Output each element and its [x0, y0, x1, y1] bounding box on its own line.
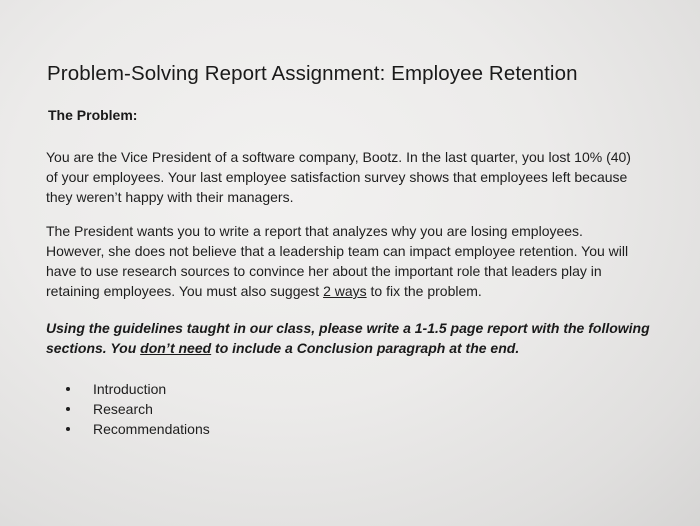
list-item-label: Research	[93, 401, 153, 417]
list-item-label: Introduction	[93, 381, 167, 397]
list-item	[60, 399, 210, 419]
paragraph-line	[46, 281, 671, 301]
paragraph-line: The President wants you to write a report that analyzes why you are losing employees.	[46, 223, 583, 239]
president-paragraph	[46, 221, 671, 301]
guidelines-paragraph	[46, 318, 671, 358]
bullet-icon	[66, 387, 70, 391]
paragraph-line: Using the guidelines taught in our class, please write a 1-1.5 page report with the following	[46, 320, 650, 336]
paragraph-line: they weren’t happy with their managers.	[46, 189, 294, 205]
paragraph-line: of your employees. Your last employee satisfaction survey shows that employees left because	[46, 169, 628, 185]
sections-list	[60, 379, 210, 439]
bullet-icon	[66, 407, 70, 411]
problem-heading: The Problem:	[48, 107, 138, 123]
list-item	[60, 379, 210, 399]
list-item-label: Recommendations	[93, 421, 210, 437]
line-text: retaining employees. You must also suggest	[46, 283, 324, 299]
line-text: sections. You	[46, 340, 141, 356]
paragraph-line	[46, 338, 671, 358]
list-item	[60, 419, 210, 439]
paragraph-line: have to use research sources to convince her about the important role that leaders play in	[46, 263, 602, 279]
paragraph-line: You are the Vice President of a software company, Bootz. In the last quarter, you lost 10% (40)	[46, 149, 631, 165]
line-text: to fix the problem.	[366, 283, 482, 299]
document-title: Problem-Solving Report Assignment: Employee Retention	[47, 62, 578, 85]
problem-paragraph	[46, 147, 671, 207]
underlined-text: 2 ways	[323, 283, 367, 299]
paragraph-line: However, she does not believe that a leadership team can impact employee retention. You will	[46, 243, 629, 259]
bullet-icon	[66, 427, 70, 431]
underlined-text: don’t need	[140, 340, 212, 356]
line-text: to include a Conclusion paragraph at the end.	[211, 340, 520, 356]
